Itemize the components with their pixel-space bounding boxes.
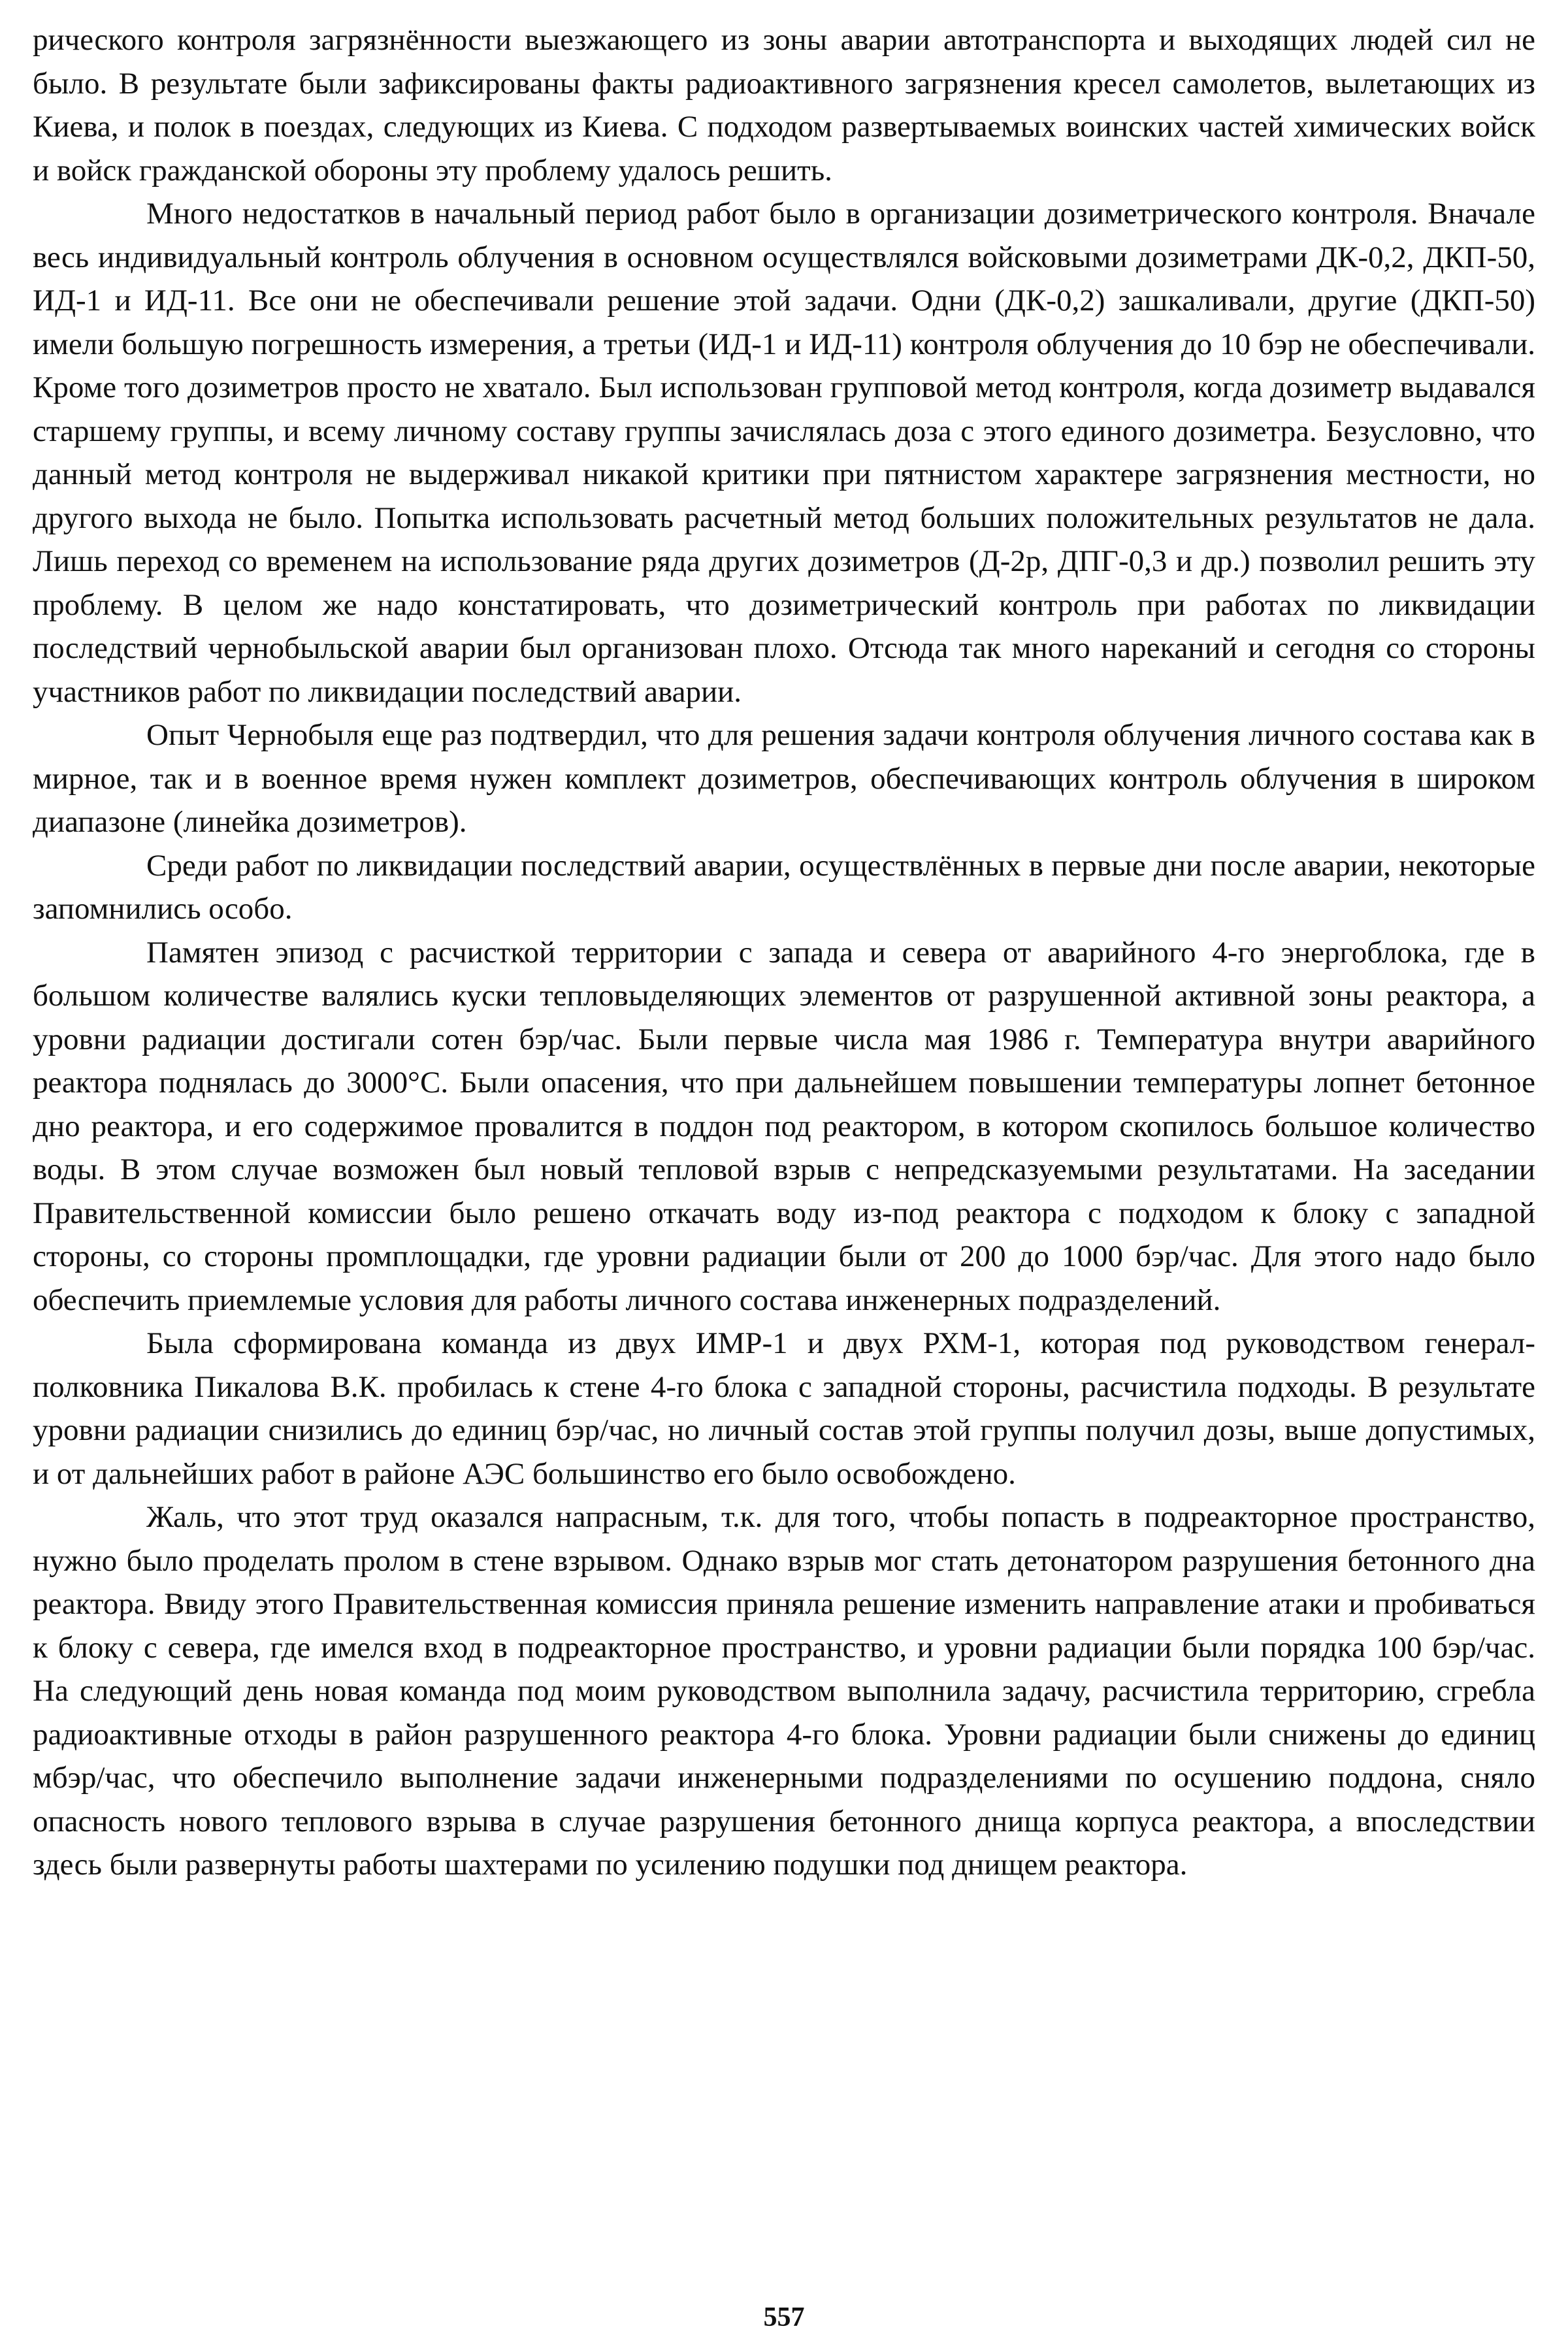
paragraph-7: Жаль, что этот труд оказался напрасным, т.к. для того, чтобы попасть в подреакторное пространство, нужно было проделать пролом в стене взрывом. Однако взрыв мог стать детонатором разрушения бетонного дна реактора. Ввиду этого Правительственная комиссия приняла решение изменить направление атаки и пробиваться к блоку с севера, где имелся вход в подреакторное пространство, и уровни радиации были порядка 100 бэр/час. На следующий день новая команда под моим руководством выполнила задачу, расчистила территорию, сгребла радиоактивные отходы в район разрушенного реактора 4-го блока. Уровни радиации были снижены до единиц мбэр/час, что обеспечило выполнение задачи инженерными подразделениями по осушению поддона, сняло опасность нового теплового взрыва в случае разрушения бетонного днища корпуса реактора, а впоследствии здесь были развернуты работы шахтерами по усилению подушки под днищем реактора. [33, 1500, 1535, 1882]
page-body [33, 18, 1535, 2272]
paragraph-5: Памятен эпизод с расчисткой территории с запада и севера от аварийного 4-го энергоблока, где в большом количестве валялись куски тепловыделяющих элементов от разрушенной активной зоны реактора, а уровни радиации достигали сотен бэр/час. Были первые числа мая 1986 г. Температура внутри аварийного реактора поднялась до 3000°С. Были опасения, что при дальнейшем повышении температуры лопнет бетонное дно реактора, и его содержимое провалится в поддон под реактором, в котором скопилось большое количество воды. В этом случае возможен был новый тепловой взрыв с непредсказуемыми результатами. На заседании Правительственной комиссии было решено откачать воду из-под реактора с подходом к блоку с западной стороны, со стороны промплощадки, где уровни радиации были от 200 до 1000 бэр/час. Для этого надо было обеспечить приемлемые условия для работы личного состава инженерных подразделений. [33, 935, 1535, 1317]
paragraph-1: рического контроля загрязнённости выезжающего из зоны аварии автотранспорта и выходящих людей сил не было. В результате были зафиксированы факты радиоактивного загрязнения кресел самолетов, вылетающих из Киева, и полок в поездах, следующих из Киева. С подходом развертываемых воинских частей химических войск и войск гражданской обороны эту проблему удалось решить. [33, 23, 1535, 188]
paragraph-2: Много недостатков в начальный период работ было в организации дозиметрического контроля. Вначале весь индивидуальный контроль облучения в основном осуществлялся войсковыми дозиметрами ДК-0,2, ДКП-50, ИД-1 и ИД-11. Все они не обеспечивали решение этой задачи. Одни (ДК-0,2) зашкаливали, другие (ДКП-50) имели большую погрешность измерения, а третьи (ИД-1 и ИД-11) контроля облучения до 10 бэр не обеспечивали. Кроме того дозиметров просто не хватало. Был использован групповой метод контроля, когда дозиметр выдавался старшему группы, и всему личному составу группы зачислялась доза с этого единого дозиметра. Безусловно, что данный метод контроля не выдерживал никакой критики при пятнистом характере загрязнения местности, но другого выхода не было. Попытка использовать расчетный метод больших положительных результатов не дала. Лишь переход со временем на использование ряда других дозиметров (Д-2р, ДПГ-0,3 и др.) позволил решить эту проблему. В целом же надо констатировать, что дозиметрический контроль при работах по ликвидации последствий чернобыльской аварии был организован плохо. Отсюда так много нареканий и сегодня со стороны участников работ по ликвидации последствий аварии. [33, 197, 1535, 709]
page-number: 557 [763, 2302, 805, 2332]
paragraph-6: Была сформирована команда из двух ИМР-1 и двух РХМ-1, которая под руководством генерал-полковника Пикалова В.К. пробилась к стене 4-го блока с западной стороны, расчистила подходы. В результате уровни радиации снизились до единиц бэр/час, но личный состав этой группы получил дозы, выше допустимых, и от дальнейших работ в районе АЭС большинство его было освобождено. [33, 1326, 1535, 1491]
paragraph-3: Опыт Чернобыля еще раз подтвердил, что для решения задачи контроля облучения личного состава как в мирное, так и в военное время нужен комплект дозиметров, обеспечивающих контроль облучения в широком диапазоне (линейка дозиметров). [33, 718, 1535, 839]
paragraph-4: Среди работ по ликвидации последствий аварии, осуществлённых в первые дни после аварии, некоторые запомнились особо. [33, 848, 1535, 926]
